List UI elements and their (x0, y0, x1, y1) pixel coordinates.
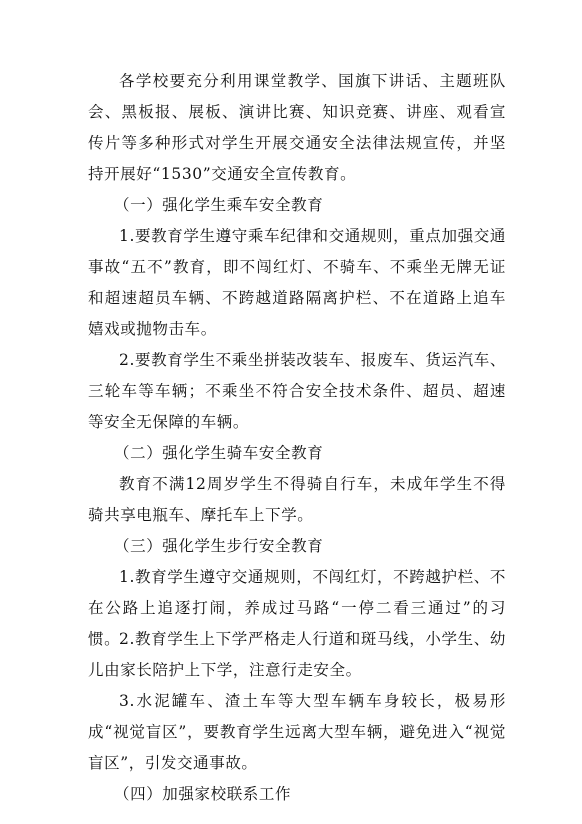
intro-paragraph: 各学校要充分利用课堂教学、国旗下讲话、主题班队会、黑板报、展板、演讲比赛、知识竞赛、讲座、观看宣传片等多种形式对学生开展交通安全法律法规宣传，并坚持开展好“1530”交通安全宣传教育。 (88, 72, 506, 183)
section3-paragraph-2: 2.教育学生上下学严格走人行道和斑马线，小学生、幼儿由家长陪护上下学，注意行走安全。 (88, 630, 506, 679)
section-heading-2: （二）强化学生骑车安全教育 (114, 444, 324, 462)
section1-paragraph-1: 1.要教育学生遵守乘车纪律和交通规则，重点加强交通事故“五不”教育，即不闯红灯、不骑车、不乘坐无牌无证和超速超员车辆、不跨越道路隔离护栏、不在道路上追车嬉戏或抛物击车。 (88, 227, 506, 338)
section3-paragraph-3: 3.水泥罐车、渣土车等大型车辆车身较长，极易形成“视觉盲区”，要教育学生远离大型车辆，避免进入“视觉盲区”，引发交通事故。 (88, 692, 506, 772)
section2-paragraph-1: 教育不满12周岁学生不得骑自行车，未成年学生不得骑共享电瓶车、摩托车上下学。 (88, 475, 506, 524)
section3-paragraph-1: 1.教育学生遵守交通规则，不闯红灯，不跨越护栏、不在公路上追逐打闹，养成过马路“一停二看三通过”的习惯。 (88, 568, 506, 648)
section-heading-3: （三）强化学生步行安全教育 (114, 537, 324, 555)
section-heading-1: （一）强化学生乘车安全教育 (114, 196, 324, 214)
section-heading-4: （四）加强家校联系工作 (114, 785, 292, 803)
section1-paragraph-2: 2.要教育学生不乘坐拼装改装车、报废车、货运汽车、三轮车等车辆；不乘坐不符合安全技术条件、超员、超速等安全无保障的车辆。 (88, 351, 506, 431)
